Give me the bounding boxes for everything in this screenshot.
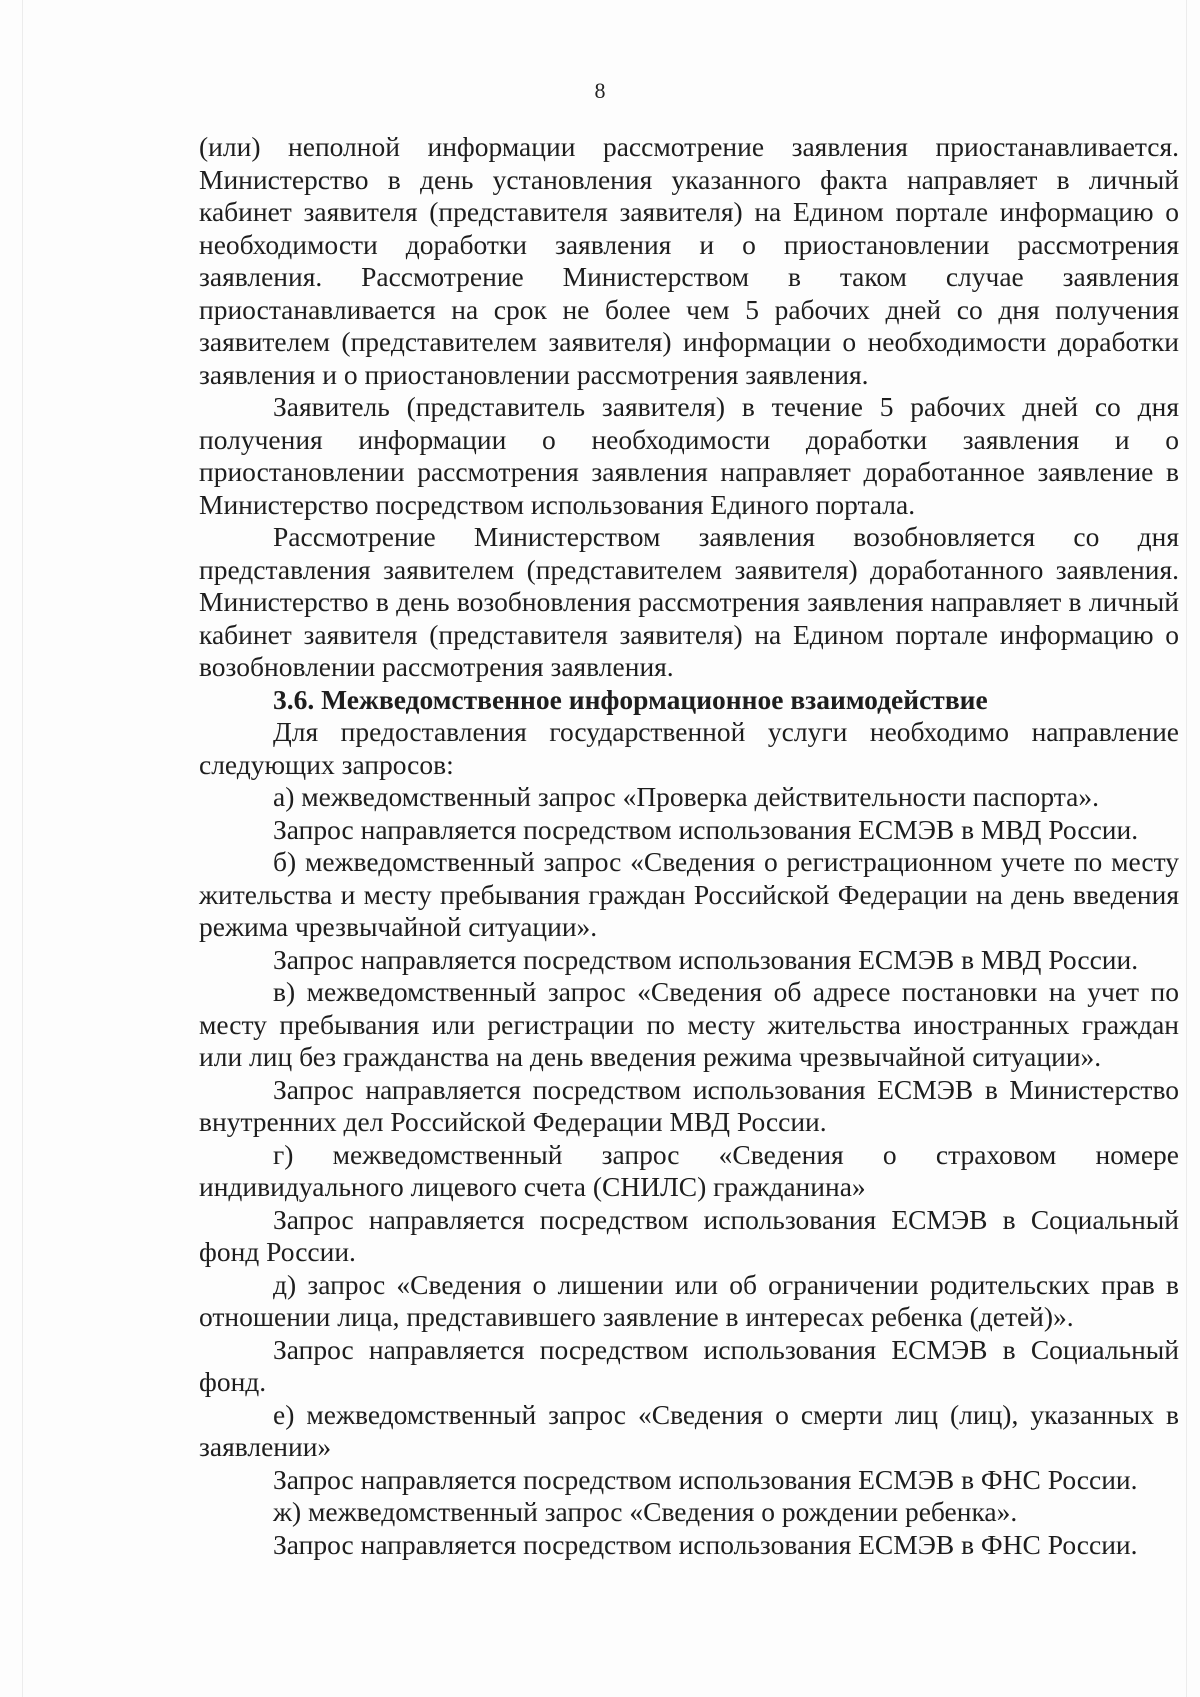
list-item-zh-note: Запрос направляется посредством использования ЕСМЭВ в ФНС России.	[273, 1528, 1138, 1560]
scan-edge-line	[22, 0, 23, 1697]
document-body	[199, 131, 1179, 1561]
paragraph-resumption: Рассмотрение Министерством заявления возобновляется со дня представления заявителем (представителем заявителя) доработанного заявления. Министерство в день возобновления рассмотрения заявления направляет в личный кабинет заявителя (представителя заявителя) на Едином портале информацию о возобновлении рассмотрения заявления.	[199, 521, 1179, 682]
list-item-d: д) запрос «Сведения о лишении или об ограничении родительских прав в отношении лица, представившего заявление в интересах ребенка (детей)».	[199, 1268, 1179, 1332]
list-item-v: в) межведомственный запрос «Сведения об адресе постановки на учет по месту пребывания или регистрации по месту жительства иностранных граждан или лиц без гражданства на день введения режима чрезвычайной ситуации».	[199, 976, 1179, 1072]
list-item-a: а) межведомственный запрос «Проверка действительности паспорта».	[273, 781, 1099, 812]
list-item-a-note: Запрос направляется посредством использования ЕСМЭВ в МВД России.	[273, 813, 1139, 845]
list-item-b-note: Запрос направляется посредством использования ЕСМЭВ в МВД России.	[273, 943, 1139, 975]
list-item-e: е) межведомственный запрос «Сведения о смерти лиц (лиц), указанных в заявлении»	[199, 1398, 1179, 1462]
scan-edge-line	[1186, 0, 1187, 1697]
list-item-g-note: Запрос направляется посредством использования ЕСМЭВ в Социальный фонд России.	[199, 1203, 1179, 1267]
list-item-v-note: Запрос направляется посредством использования ЕСМЭВ в Министерство внутренних дел Российской Федерации МВД России.	[199, 1073, 1179, 1137]
paragraph-suspension: (или) неполной информации рассмотрение заявления приостанавливается. Министерство в день установления указанного факта направляет в личный кабинет заявителя (представителя заявителя) на Едином портале информацию о необходимости доработки заявления и о приостановлении рассмотрения заявления. Рассмотрение Министерством в таком случае заявления приостанавливается на срок не более чем 5 рабочих дней со дня получения заявителем (представителем заявителя) информации о необходимости доработки заявления и о приостановлении рассмотрения заявления.	[199, 131, 1179, 390]
section-heading: 3.6. Межведомственное информационное взаимодействие	[273, 683, 988, 715]
list-item-d-note: Запрос направляется посредством использования ЕСМЭВ в Социальный фонд.	[199, 1333, 1179, 1397]
paragraph-requests-intro: Для предоставления государственной услуги необходимо направление следующих запросов:	[199, 716, 1179, 780]
paragraph-resubmission: Заявитель (представитель заявителя) в течение 5 рабочих дней со дня получения информации о необходимости доработки заявления и о приостановлении рассмотрения заявления направляет доработанное заявление в Министерство посредством использования Единого портала.	[199, 391, 1179, 520]
list-item-b: б) межведомственный запрос «Сведения о регистрационном учете по месту жительства и месту пребывания граждан Российской Федерации на день введения режима чрезвычайной ситуации».	[199, 846, 1179, 942]
page-number: 8	[594, 78, 606, 103]
list-item-zh: ж) межведомственный запрос «Сведения о рождении ребенка».	[273, 1496, 1018, 1527]
list-item-e-note: Запрос направляется посредством использования ЕСМЭВ в ФНС России.	[273, 1463, 1138, 1495]
list-item-g: г) межведомственный запрос «Сведения о страховом номере индивидуального лицевого счета (СНИЛС) гражданина»	[199, 1138, 1179, 1202]
